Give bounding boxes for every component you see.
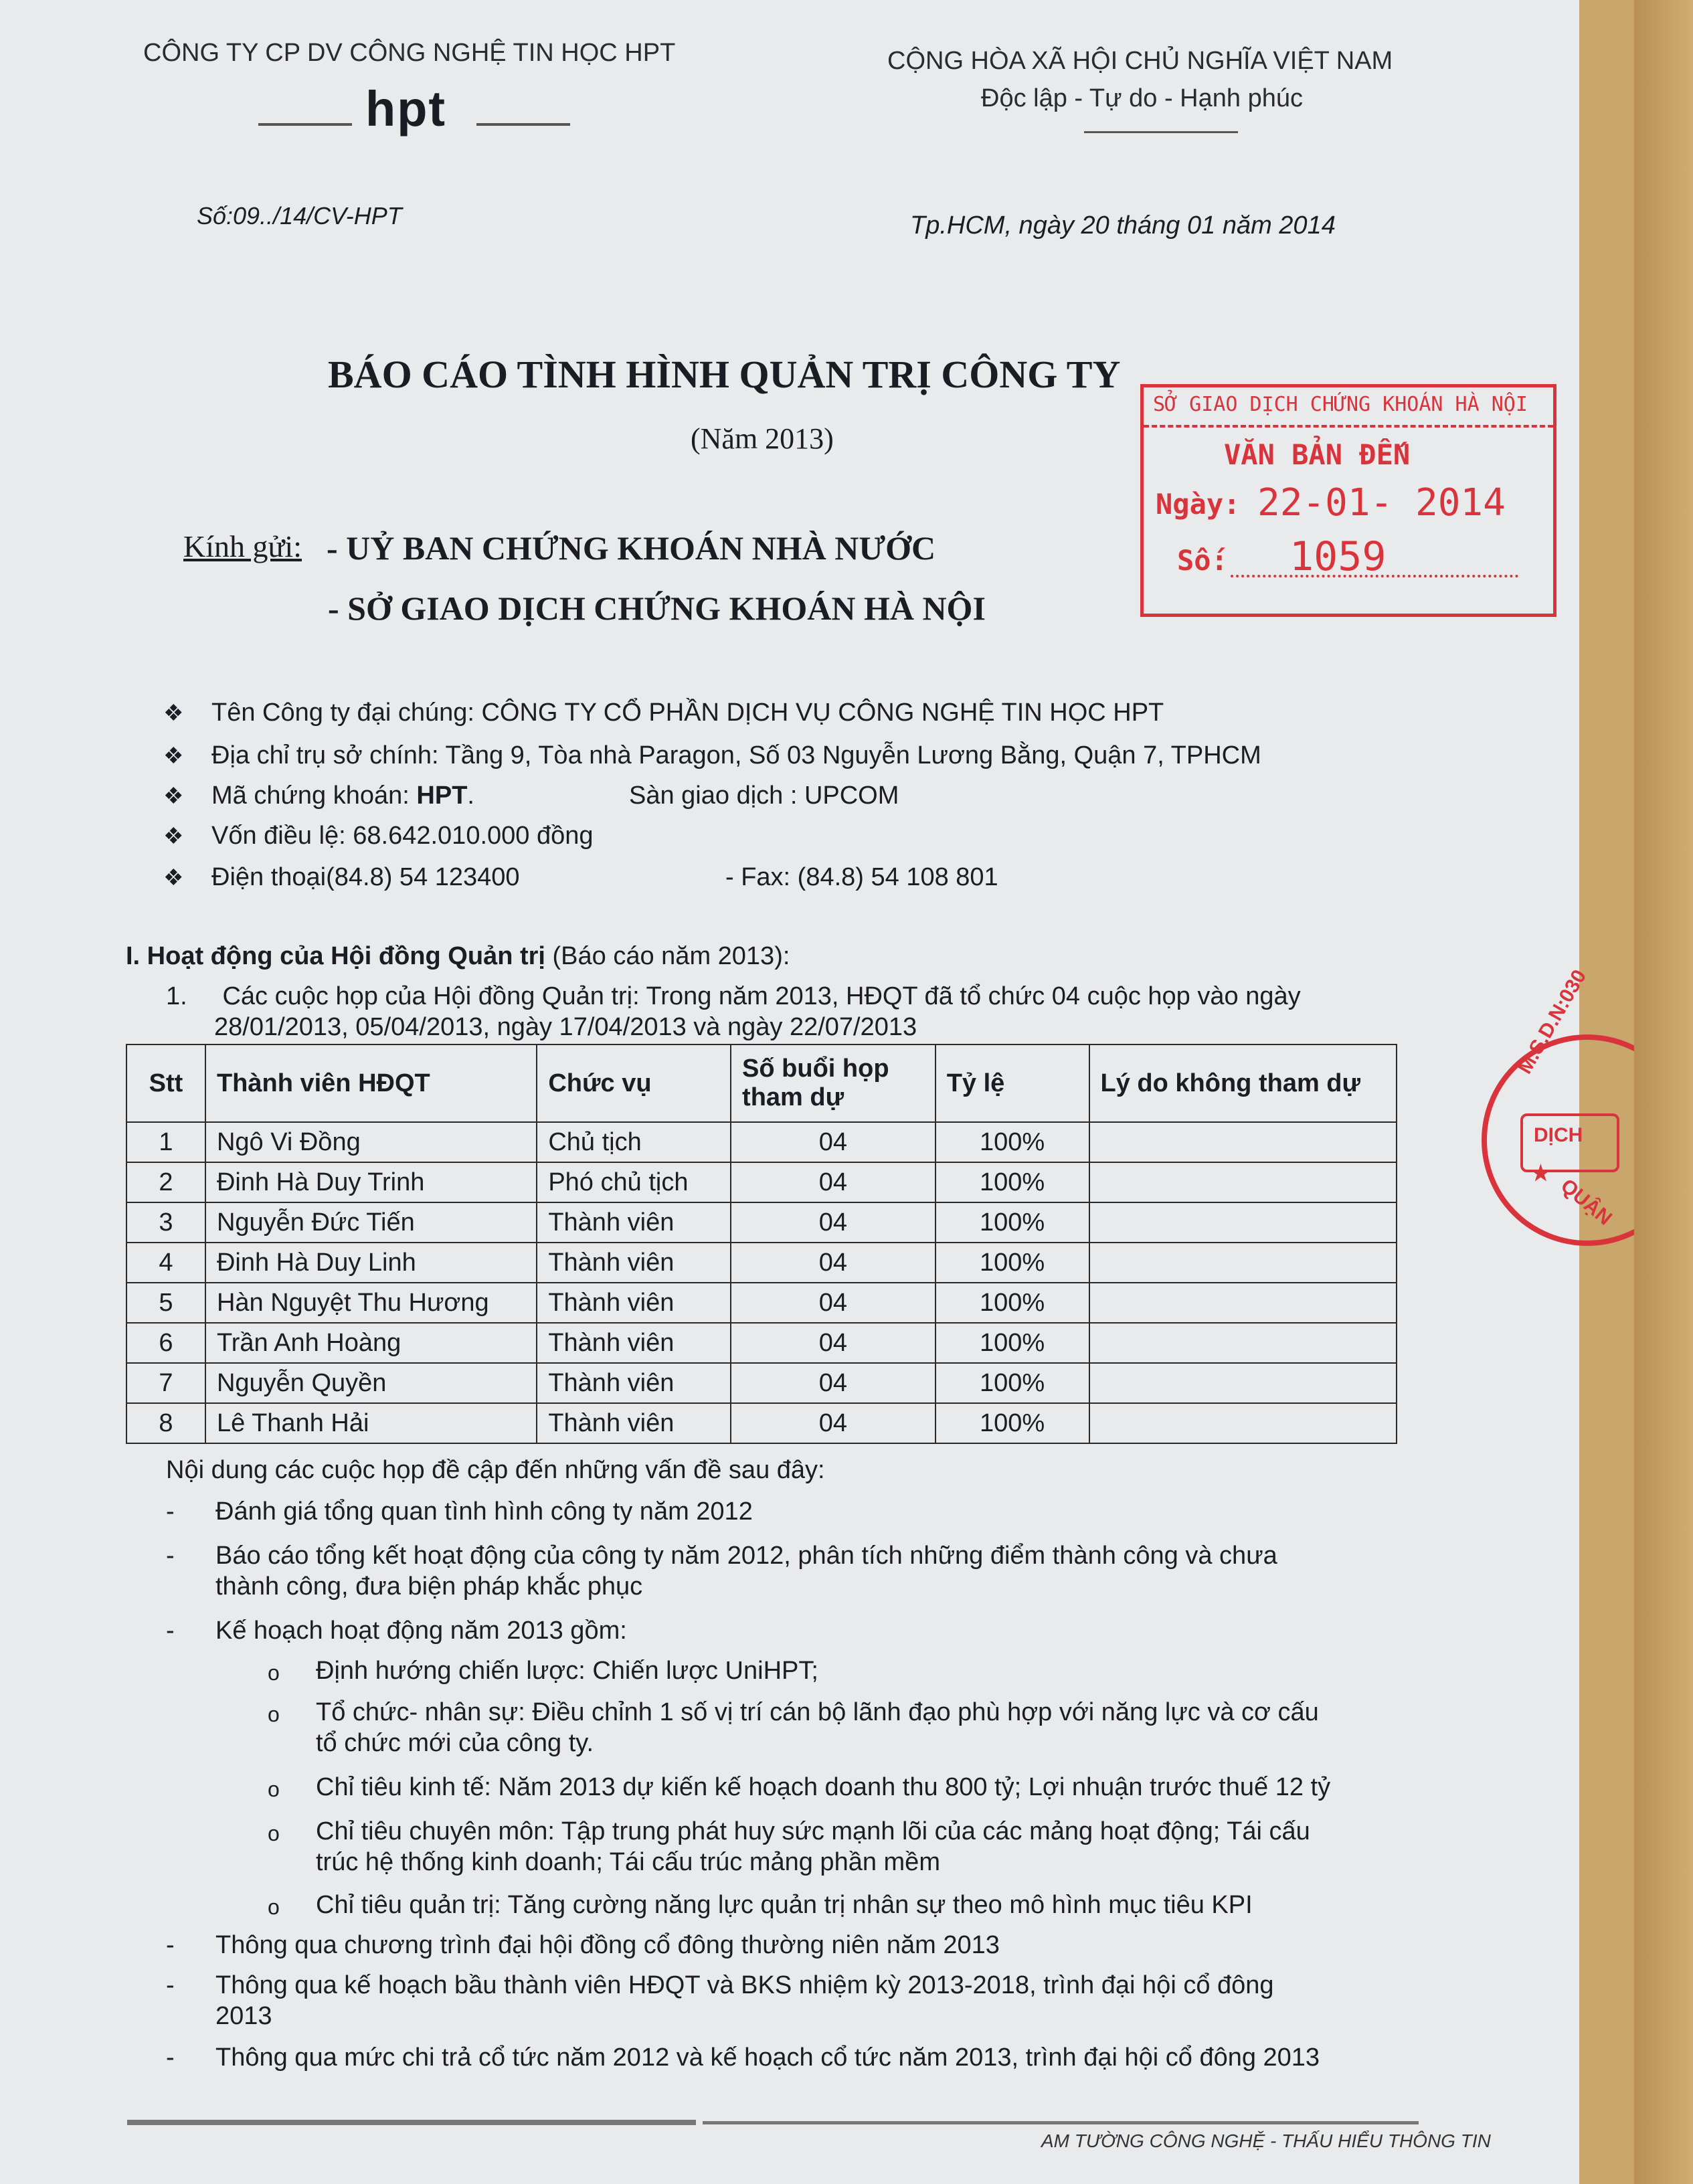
cell-position: Thành viên (537, 1283, 731, 1323)
content-item-5-cont: 2013 (215, 2002, 272, 2030)
motto: Độc lập - Tự do - Hạnh phúc (981, 84, 1303, 112)
document-subtitle: (Năm 2013) (691, 422, 834, 455)
cell-member: Hàn Nguyệt Thu Hương (205, 1283, 537, 1323)
cell-reason (1089, 1243, 1397, 1283)
circle-bullet-icon: o (268, 1777, 280, 1801)
plan-item-2: Tổ chức- nhân sự: Điều chỉnh 1 số vị trí cán bộ lãnh đạo phù hợp với năng lực và cơ cấu (316, 1698, 1319, 1726)
logo-rule-left (258, 123, 352, 126)
content-item-2: Báo cáo tổng kết hoạt động của công ty năm 2012, phân tích những điểm thành công và chưa (215, 1542, 1277, 1570)
stamp-date: 22-01- 2014 (1257, 481, 1506, 525)
nation-header: CỘNG HÒA XÃ HỘI CHỦ NGHĨA VIỆT NAM (887, 47, 1393, 75)
seal-text-2: DỊCH (1534, 1124, 1583, 1146)
cell-stt: 5 (126, 1283, 205, 1323)
cell-position: Thành viên (537, 1363, 731, 1403)
info-capital: Vốn điều lệ: 68.642.010.000 đồng (211, 822, 594, 850)
circle-bullet-icon: o (268, 1895, 280, 1919)
plan-item-3: Chỉ tiêu kinh tế: Năm 2013 dự kiến kế hoạch doanh thu 800 tỷ; Lợi nhuận trước thuế 12 tỷ (316, 1773, 1331, 1801)
table-row (126, 1323, 1397, 1363)
cell-meetings: 04 (731, 1323, 935, 1363)
diamond-bullet-icon: ❖ (163, 824, 184, 849)
cell-rate: 100% (935, 1243, 1089, 1283)
plan-item-5: Chỉ tiêu quản trị: Tăng cường năng lực quản trị nhân sự theo mô hình mục tiêu KPI (316, 1891, 1253, 1919)
diamond-bullet-icon: ❖ (163, 865, 184, 891)
circle-bullet-icon: o (268, 1821, 280, 1845)
column-header: Thành viên HĐQT (205, 1044, 537, 1122)
cell-stt: 3 (126, 1202, 205, 1243)
dash-bullet: - (166, 1542, 175, 1570)
cell-position: Thành viên (537, 1202, 731, 1243)
info-address: Địa chỉ trụ sở chính: Tầng 9, Tòa nhà Paragon, Số 03 Nguyễn Lương Bằng, Quận 7, TPHCM (211, 741, 1261, 769)
cell-stt: 8 (126, 1403, 205, 1443)
content-item-4: Thông qua chương trình đại hội đồng cổ đông thường niên năm 2013 (215, 1931, 1000, 1959)
cell-meetings: 04 (731, 1243, 935, 1283)
cell-member: Nguyễn Quyền (205, 1363, 537, 1403)
info-phone: Điện thoại(84.8) 54 123400 (211, 863, 520, 891)
plan-item-2-cont: tổ chức mới của công ty. (316, 1729, 594, 1757)
table-row (126, 1243, 1397, 1283)
footer-rule-right (703, 2121, 1419, 2124)
section-1-heading: I. Hoạt động của Hội đồng Quản trị (Báo cáo năm 2013): (126, 942, 790, 970)
section-1-item-1: 1. Các cuộc họp của Hội đồng Quản trị: Trong năm 2013, HĐQT đã tổ chức 04 cuộc họp vào ngày (166, 982, 1301, 1010)
cell-member: Ngô Vi Đồng (205, 1122, 537, 1162)
cell-member: Nguyễn Đức Tiến (205, 1202, 537, 1243)
table-row (126, 1283, 1397, 1323)
footer-rule-left (127, 2120, 696, 2125)
cell-member: Đinh Hà Duy Linh (205, 1243, 537, 1283)
column-header: Số buổi họp tham dự (731, 1044, 935, 1122)
cell-stt: 1 (126, 1122, 205, 1162)
diamond-bullet-icon: ❖ (163, 784, 184, 809)
stamp-org: SỞ GIAO DỊCH CHỨNG KHOÁN HÀ NỘI (1153, 393, 1528, 416)
cell-meetings: 04 (731, 1363, 935, 1403)
column-header: Chức vụ (537, 1044, 731, 1122)
cell-reason (1089, 1403, 1397, 1443)
cell-member: Lê Thanh Hải (205, 1403, 537, 1443)
dash-bullet: - (166, 1971, 175, 1999)
dash-bullet: - (166, 1497, 175, 1526)
table-row (126, 1363, 1397, 1403)
cell-meetings: 04 (731, 1122, 935, 1162)
cell-meetings: 04 (731, 1283, 935, 1323)
place-date: Tp.HCM, ngày 20 tháng 01 năm 2014 (910, 211, 1336, 240)
content-item-6: Thông qua mức chi trả cổ tức năm 2012 và kế hoạch cổ tức năm 2013, trình đại hội cổ đông 2013 (215, 2043, 1320, 2072)
board-attendance-table (126, 1044, 1397, 1444)
dash-bullet: - (166, 2043, 175, 2072)
circle-bullet-icon: o (268, 1702, 280, 1726)
table-row (126, 1162, 1397, 1202)
cell-reason (1089, 1363, 1397, 1403)
addressee-line-2: - SỞ GIAO DỊCH CHỨNG KHOÁN HÀ NỘI (328, 589, 986, 627)
seal-text-3: QUẬN (1556, 1174, 1616, 1230)
cell-rate: 100% (935, 1363, 1089, 1403)
cell-meetings: 04 (731, 1202, 935, 1243)
plan-item-4-cont: trúc hệ thống kinh doanh; Tái cấu trúc mảng phần mềm (316, 1848, 940, 1876)
desk-background (1634, 0, 1693, 2184)
circle-bullet-icon: o (268, 1661, 280, 1685)
footer-slogan: AM TƯỜNG CÔNG NGHỆ - THẤU HIỂU THÔNG TIN (1041, 2130, 1491, 2151)
cell-member: Đinh Hà Duy Trinh (205, 1162, 537, 1202)
cell-rate: 100% (935, 1162, 1089, 1202)
cell-rate: 100% (935, 1323, 1089, 1363)
cell-rate: 100% (935, 1202, 1089, 1243)
stamp-no-line (1231, 575, 1518, 577)
stamp-no-label: Số: (1177, 544, 1228, 577)
table-row (126, 1403, 1397, 1443)
cell-reason (1089, 1202, 1397, 1243)
seal-star-icon: ★ (1531, 1161, 1550, 1185)
document-number: Số:09../14/CV-HPT (197, 202, 402, 230)
info-exchange: Sàn giao dịch : UPCOM (629, 782, 899, 810)
cell-position: Chủ tịch (537, 1122, 731, 1162)
content-item-2-cont: thành công, đưa biện pháp khắc phục (215, 1572, 643, 1601)
cell-stt: 2 (126, 1162, 205, 1202)
cell-position: Thành viên (537, 1323, 731, 1363)
seal-text-1: M.S.D.N:030 (1514, 966, 1591, 1078)
table-row (126, 1202, 1397, 1243)
info-ticker: Mã chứng khoán: HPT. (211, 782, 474, 810)
stamp-heading: VĂN BẢN ĐẾN (1224, 438, 1411, 471)
table-header-row (126, 1044, 1397, 1122)
document-title: BÁO CÁO TÌNH HÌNH QUẢN TRỊ CÔNG TY (328, 353, 1121, 396)
diamond-bullet-icon: ❖ (163, 743, 184, 769)
cell-position: Phó chủ tịch (537, 1162, 731, 1202)
plan-item-1: Định hướng chiến lược: Chiến lược UniHPT; (316, 1657, 818, 1685)
plan-item-4: Chỉ tiêu chuyên môn: Tập trung phát huy sức mạnh lõi của các mảng hoạt động; Tái cấu (316, 1817, 1310, 1845)
cell-reason (1089, 1122, 1397, 1162)
cell-meetings: 04 (731, 1162, 935, 1202)
content-intro: Nội dung các cuộc họp đề cập đến những vấn đề sau đây: (166, 1456, 825, 1484)
cell-reason (1089, 1283, 1397, 1323)
addressee-label: Kính gửi: (183, 529, 302, 563)
column-header: Lý do không tham dự (1089, 1044, 1397, 1122)
column-header: Stt (126, 1044, 205, 1122)
cell-rate: 100% (935, 1283, 1089, 1323)
section-1-item-1-cont: 28/01/2013, 05/04/2013, ngày 17/04/2013 và ngày 22/07/2013 (214, 1013, 917, 1041)
cell-position: Thành viên (537, 1243, 731, 1283)
cell-stt: 4 (126, 1243, 205, 1283)
table-row (126, 1122, 1397, 1162)
content-item-3: Kế hoạch hoạt động năm 2013 gồm: (215, 1617, 627, 1645)
motto-underline (1084, 131, 1238, 133)
cell-reason (1089, 1323, 1397, 1363)
cell-position: Thành viên (537, 1403, 731, 1443)
stamp-date-label: Ngày: (1156, 488, 1241, 521)
diamond-bullet-icon: ❖ (163, 701, 184, 726)
addressee-line-1: - UỶ BAN CHỨNG KHOÁN NHÀ NƯỚC (327, 529, 936, 567)
content-item-5: Thông qua kế hoạch bầu thành viên HĐQT và BKS nhiệm kỳ 2013-2018, trình đại hội cổ đông (215, 1971, 1274, 1999)
cell-stt: 6 (126, 1323, 205, 1363)
cell-member: Trần Anh Hoàng (205, 1323, 537, 1363)
cell-meetings: 04 (731, 1403, 935, 1443)
company-logo: hpt (365, 81, 447, 136)
cell-stt: 7 (126, 1363, 205, 1403)
dash-bullet: - (166, 1617, 175, 1645)
stamp-divider (1144, 425, 1553, 430)
received-stamp (1140, 384, 1556, 617)
dash-bullet: - (166, 1931, 175, 1959)
cell-reason (1089, 1162, 1397, 1202)
cell-rate: 100% (935, 1122, 1089, 1162)
logo-rule-right (476, 123, 570, 126)
column-header: Tỷ lệ (935, 1044, 1089, 1122)
cell-rate: 100% (935, 1403, 1089, 1443)
company-name: CÔNG TY CP DV CÔNG NGHỆ TIN HỌC HPT (143, 39, 676, 67)
content-item-1: Đánh giá tổng quan tình hình công ty năm 2012 (215, 1497, 753, 1526)
info-fax: - Fax: (84.8) 54 108 801 (725, 863, 998, 891)
stamp-no: 1059 (1289, 533, 1387, 580)
info-company-name: Tên Công ty đại chúng: CÔNG TY CỔ PHẦN DỊCH VỤ CÔNG NGHỆ TIN HỌC HPT (211, 699, 1164, 727)
